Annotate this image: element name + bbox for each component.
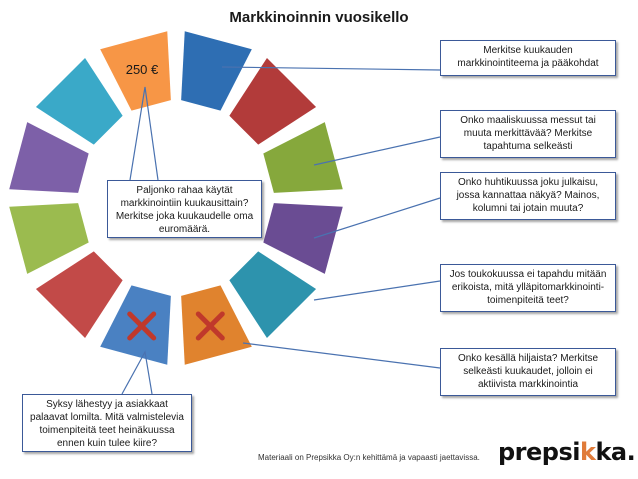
connector-maintenance [314,281,440,300]
callout-month-theme: Merkitse kuukauden markkinointiteema ja pääkohdat [440,40,616,76]
connector-fair-event [314,137,440,165]
wheel-segment-2 [229,58,316,145]
wheel-segment-5 [229,251,316,338]
wheel-segment-8 [36,251,123,338]
callout-budget: Paljonko rahaa käytät markkinointiin kuukausittain? Merkitse joka kuukaudelle oma euromäärä. [107,180,262,238]
callout-fair-event: Onko maaliskuussa messut tai muuta merkittävää? Merkitse tapahtuma selkeästi [440,110,616,158]
connector-month-theme [222,67,440,70]
logo-text-start: prepsi [498,438,580,466]
callout-summer: Onko kesällä hiljaista? Merkitse selkeästi kuukaudet, jolloin ei aktiivista markkinointia [440,348,616,396]
callout-launch: Onko huhtikuussa joku julkaisu, jossa kannattaa näkyä? Mainos, kolumni tai jotain muuta? [440,172,616,220]
logo-text-end: ka. [595,438,636,466]
budget-label: 250 € [125,62,159,77]
diagram-title: Markkinoinnin vuosikello [229,9,409,26]
prepsikka-logo [498,438,635,466]
callout-maintenance: Jos toukokuussa ei tapahdu mitään erikoista, mitä ylläpitomarkkinointi-toimenpiteitä teet? [440,264,616,312]
callout-autumn: Syksy lähestyy ja asiakkaat palaavat lomilta. Mitä valmistelevia toimenpiteitä teet heinäkuussa ennen kuin tulee kiire? [22,394,192,452]
wheel-segment-11 [36,58,123,145]
logo-text-accent: k [579,438,596,466]
connector-summer [243,343,440,368]
footer-note: Materiaali on Prepsikka Oy:n kehittämä ja vapaasti jaettavissa. [258,453,480,462]
